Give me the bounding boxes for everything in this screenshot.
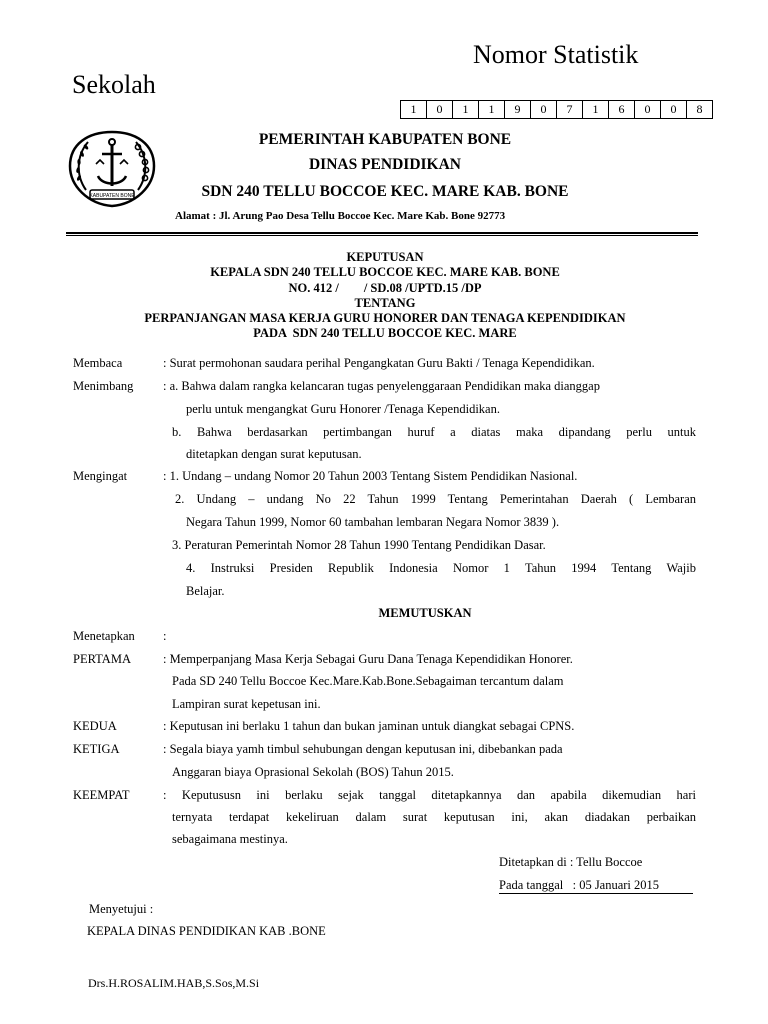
- title-kepala: KEPALA SDN 240 TELLU BOCCOE KEC. MARE KAB. BONE: [210, 265, 560, 279]
- keempat-line-3: sebagaimana mestinya.: [172, 832, 288, 846]
- mengingat-item-4-line-2: Belajar.: [186, 584, 225, 598]
- pertama-line-1: : Memperpanjang Masa Kerja Sebagai Guru Dana Tenaga Kependidikan Honorer.: [163, 652, 573, 666]
- ketiga-label: KETIGA: [73, 742, 120, 756]
- logo-ribbon-text: KABUPATEN BONE: [89, 193, 135, 199]
- mengingat-item-2-line-1: 2. Undang – undang No 22 Tahun 1999 Tentang Pemerintahan Daerah ( Lembaran: [175, 492, 696, 506]
- membaca-text: : Surat permohonan saudara perihal Pengangkatan Guru Bakti / Tenaga Kependidikan.: [163, 356, 595, 370]
- mengingat-item-4-line-1: 4. Instruksi Presiden Republik Indonesia Nomor 1 Tahun 1994 Tentang Wajib: [186, 561, 696, 575]
- pertama-label: PERTAMA: [73, 652, 131, 666]
- title-subject-2: PADA SDN 240 TELLU BOCCOE KEC. MARE: [253, 326, 517, 340]
- ditetapkan-di: Ditetapkan di : Tellu Boccoe: [499, 855, 643, 869]
- letterhead-address: Alamat : Jl. Arung Pao Desa Tellu Boccoe Kec. Mare Kab. Bone 92773: [175, 210, 506, 222]
- title-nomor: NO. 412 / / SD.08 /UPTD.15 /DP: [288, 281, 482, 295]
- letterhead-rule-thin: [66, 235, 698, 236]
- nss-digit: 0: [661, 100, 687, 119]
- pada-tanggal: Pada tanggal : 05 Januari 2015: [499, 878, 693, 894]
- menimbang-b-line-1: b. Bahwa berdasarkan pertimbangan huruf a diatas maka dipandang perlu untuk: [172, 425, 696, 439]
- keempat-line-1: : Keputususn ini berlaku sejak tanggal ditetapkannya dan apabila dikemudian hari: [163, 788, 696, 802]
- letterhead-rule: [66, 232, 698, 234]
- letterhead-line-3: SDN 240 TELLU BOCCOE KEC. MARE KAB. BONE: [201, 183, 569, 200]
- nss-digit: 8: [687, 100, 713, 119]
- menimbang-b-line-2: ditetapkan dengan surat keputusan.: [186, 447, 362, 461]
- letterhead-line-1: PEMERINTAH KABUPATEN BONE: [258, 131, 512, 148]
- nss-digit: 1: [583, 100, 609, 119]
- nss-digit: 1: [453, 100, 479, 119]
- pertama-line-3: Lampiran surat kepetusan ini.: [172, 697, 321, 711]
- pertama-line-2: Pada SD 240 Tellu Boccoe Kec.Mare.Kab.Bone.Sebagaiman tercantum dalam: [172, 674, 564, 688]
- menetapkan-colon: :: [163, 629, 167, 643]
- nss-digit: 9: [505, 100, 531, 119]
- menimbang-label: Menimbang: [73, 379, 134, 393]
- nss-digit: 0: [427, 100, 453, 119]
- title-subject: PERPANJANGAN MASA KERJA GURU HONORER DAN TENAGA KEPENDIDIKAN: [144, 311, 626, 325]
- nss-digit: 0: [635, 100, 661, 119]
- membaca-label: Membaca: [73, 356, 123, 370]
- nss-label-sekolah: Sekolah: [72, 70, 156, 99]
- kedua-line-1: : Keputusan ini berlaku 1 tahun dan bukan jaminan untuk diangkat sebagai CPNS.: [163, 719, 575, 733]
- ketiga-line-1: : Segala biaya yamh timbul sehubungan dengan keputusan ini, dibebankan pada: [163, 742, 563, 756]
- nss-digit: 0: [531, 100, 557, 119]
- nss-label: Nomor Statistik: [473, 40, 639, 69]
- menyetujui-label: Menyetujui :: [89, 902, 154, 916]
- title-tentang: TENTANG: [354, 296, 416, 310]
- menetapkan-label: Menetapkan: [73, 629, 135, 643]
- nama-kepala-dinas: Drs.H.ROSALIM.HAB,S.Sos,M.Si: [88, 976, 260, 990]
- letterhead-line-2: DINAS PENDIDIKAN: [308, 156, 461, 173]
- nss-digit: 1: [401, 100, 427, 119]
- mengingat-item-1: : 1. Undang – undang Nomor 20 Tahun 2003 Tentang Sistem Pendidikan Nasional.: [163, 469, 578, 483]
- mengingat-item-3: 3. Peraturan Pemerintah Nomor 28 Tahun 1990 Tentang Pendidikan Dasar.: [172, 538, 546, 552]
- keempat-line-2: ternyata terdapat kekeliruan dalam surat keputusan ini, akan diadakan perbaikan: [172, 810, 696, 824]
- mengingat-item-2-line-2: Negara Tahun 1999, Nomor 60 tambahan lembaran Negara Nomor 3839 ).: [186, 515, 560, 529]
- ketiga-line-2: Anggaran biaya Oprasional Sekolah (BOS) Tahun 2015.: [172, 765, 454, 779]
- title-keputusan: KEPUTUSAN: [346, 250, 424, 264]
- menimbang-a-line-1: : a. Bahwa dalam rangka kelancaran tugas penyelenggaraan Pendidikan maka dianggap: [163, 379, 600, 393]
- keempat-label: KEEMPAT: [73, 788, 130, 802]
- jabatan-kepala-dinas: KEPALA DINAS PENDIDIKAN KAB .BONE: [87, 924, 326, 938]
- nss-digit: 6: [609, 100, 635, 119]
- nss-digit: 1: [479, 100, 505, 119]
- memutuskan-heading: MEMUTUSKAN: [378, 606, 472, 620]
- nss-number-box: [400, 100, 713, 119]
- nss-digit: 7: [557, 100, 583, 119]
- kedua-label: KEDUA: [73, 719, 117, 733]
- menimbang-a-line-2: perlu untuk mengangkat Guru Honorer /Tenaga Kependidikan.: [186, 402, 500, 416]
- mengingat-label: Mengingat: [73, 469, 128, 483]
